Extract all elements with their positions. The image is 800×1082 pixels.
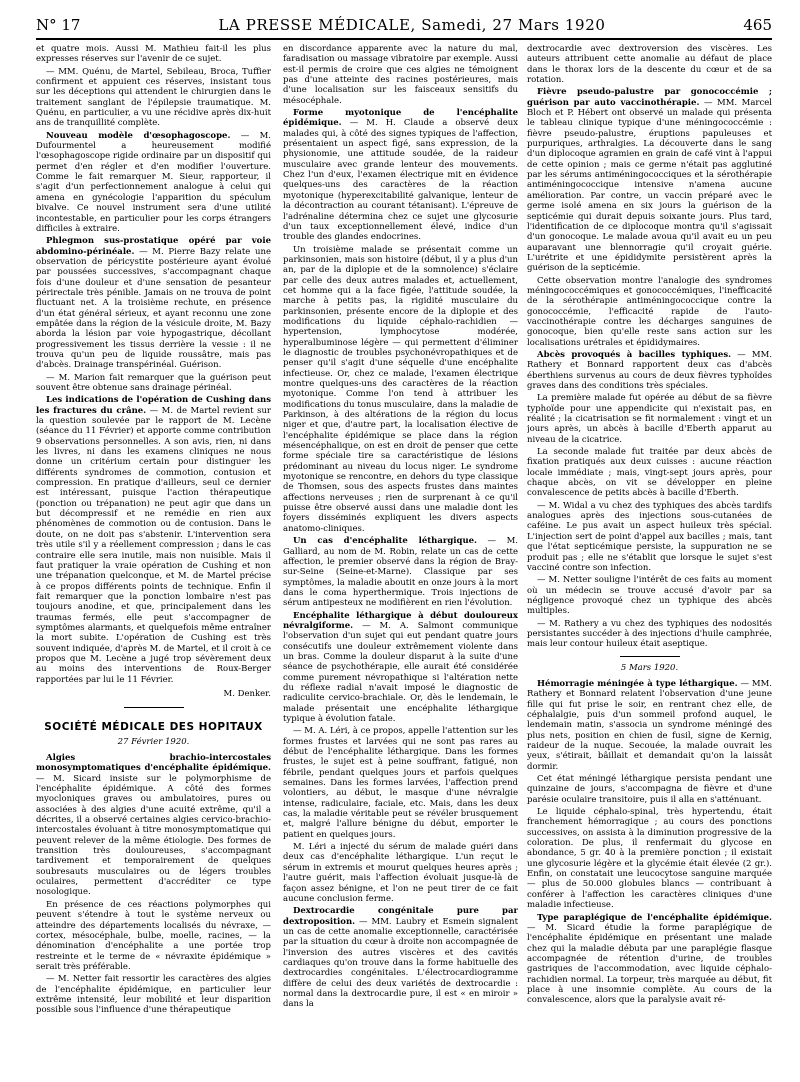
paragraph: et quatre mois. Aussi M. Mathieu fait-il les plus expresses réserves sur l'avenir de ce sujet. (36, 44, 271, 65)
section-heading: Abcès provoqués à bacilles typhiques. (537, 349, 732, 360)
paragraph: Un cas d'encéphalite léthargique. — M. Galliard, au nom de M. Robin, relate un cas de cette affection, le premier observé dans la région de Bray-sur-Seine (Seine-et-Marne). Classique par ses symptômes, la maladie aboutit en onze jours à la mort dans le coma hyperthermique. Trois injections de sérum antipesteux ne modifièrent en rien l'évolution. (283, 536, 518, 609)
paragraph: — M. Marion fait remarquer que la guérison peut souvent être obtenue sans drainage périnéal. (36, 372, 271, 393)
separator (124, 707, 184, 708)
society-heading: SOCIÉTÉ MÉDICALE DES HOPITAUX (44, 721, 263, 734)
paragraph: Encéphalite léthargique à début douloureux névralgiforme. — M. A. Salmont communique l'observation d'un sujet qui eut pendant quatre jours consécutifs une douleur extrêmement violente dans un bras. Comme la douleur disparut à la suite d'une séance de psychothérapie, elle aurait été considérée comme purement névropathique si l'altération nette du réflexe radial n'avait imposé le diagnostic de radiculite cervico-brachiale. Or, dès le lendemain, le malade présentait une encéphalite léthargique typique à évolution fatale. (283, 610, 518, 724)
section-heading: Dextrocardie congénitale pure par dextroposition. (283, 906, 518, 927)
paragraph: — M. A. Léri, à ce propos, appelle l'attention sur les formes frustes et larvées qui ne sont pas rares au début de l'encéphalite léthargique. Dans les formes frustes, le sujet est à peine souffrant, fatigué, non fébrile, pendant quelques jours et parfois quelques semaines. Dans les formes larvées, l'affection prend volontiers, au début, le masque d'une névralgie intense, radiculaire, faciale, etc. Mais, dans les deux cas, la maladie véritable peut se révéler brusquement et, malgré l'allure bénigne du début, emporter le patient en quelques jours. (283, 726, 518, 840)
section-heading: Un cas d'encéphalite léthargique. (293, 536, 477, 547)
paragraph: Phlegmon sus-prostatique opéré par voie abdomino-périnéale. — M. Pierre Bazy relate une observation de péricystite postérieure ayant évolué par poussées successives, s'accompagnant chaque fois d'une douleur et d'une sensation de pesanteur périrectale très pénible. Jamais on ne trouva de point fluctuant net. A la troisième rechute, en présence d'un état général sérieux, et ayant reconnu une zone empâtée dans la région de la vésicule droite, M. Bazy aborda la lésion par voie hypogastrique, décollant progressivement les tissus derrière la vessie : il ne trouva qu'un peu de liquide roussâtre, mais pas d'abcès. Drainage transpérinéal. Guérison. (36, 236, 271, 371)
section-heading: Hémorragie méningée à type léthargique. (537, 678, 738, 689)
paragraph: Dextrocardie congénitale pure par dextroposition. — MM. Laubry et Esmein signalent un cas de cette anomalie exceptionnelle, caractérisée par la situation du cœur à droite non accompagnée de l'inversion des autres viscères et des cavités cardiaques qu'on trouve dans la forme habituelle des dextrocardies congénitales. L'électrocardiogramme diffère de celui des deux variétés de dextrocardie : normal dans la dextrocardie pure, il est « en miroir » dans la (283, 906, 518, 1010)
page-header (36, 16, 772, 38)
paragraph: Abcès provoqués à bacilles typhiques. — MM. Rathery et Bonnard rapportent deux cas d'abcès éberthiens survenus au cours de deux fièvres typhoïdes graves dans des conditions très spéciales. (527, 349, 772, 391)
paragraph: La première malade fut opérée au début de sa fièvre typhoïde pour une appendicite qui n'existait pas, en réalité ; la cicatrisation se fit normalement : vingt et un jours après, un abcès à bacille d'Eberth apparut au niveau de la cicatrice. (527, 393, 772, 445)
issue-number: N° 17 (36, 16, 81, 34)
section-heading: Forme myotonique de l'encéphalite épidémique. (283, 108, 518, 129)
section-heading: Les indications de l'opération de Cushing dans les fractures du crâne. (36, 395, 271, 416)
paragraph: Les indications de l'opération de Cushing dans les fractures du crâne. — M. de Martel revient sur la question soulevée par le rapport de M. Lecène (séance du 11 Février) et apporte comme contribution 9 observations personnelles. A son avis, rien, ni dans les livres, ni dans les examens cliniques ne nous donne un critérium certain pour distinguer les différents syndromes de commotion, contusion et compression. En pratique d'ailleurs, seul ce dernier est intéressant, puisque l'action thérapeutique (ponction ou trépanation) ne peut agir que dans un but décompressif et ne remédie en rien aux phénomènes de commotion ou de contusion. Dans le doute, on ne doit pas s'abstenir. L'intervention sera très utile s'il y a réellement compression ; dans le cas contraire elle sera inutile, mais non nuisible. Mais il faut pratiquer la vraie opération de Cushing et non une trépanation quelconque, et M. de Martel précise à ce propos différents points de technique. Enfin il fait remarquer que la ponction lombaire n'est pas toujours anodine, et que, principalement dans les traumas fermés, elle peut s'accompagner de symptômes alarmants, et quelquefois même entraîner la mort subite. L'opération de Cushing est très souvent indiquée, d'après M. de Martel, et il croit à ce propos que M. Lecène a jugé trop sévèrement deux au moins des interventions de Roux-Berger rapportées par lui le 11 Février. (36, 395, 271, 685)
paragraph: — M. Rathery a vu chez des typhiques des nodosités persistantes succéder à des injections d'huile camphrée, mais leur contour huileux était aseptique. (527, 618, 772, 650)
paragraph: Type paraplégique de l'encéphalite épidémique. — M. Sicard étudie la forme paraplégique de l'encéphalite épidémique en présentant une malade chez qui la maladie débuta par une paraplégie flasque accompagnée de rétention d'urine, de troubles gastriques de l'accommodation, avec liquide céphalo-rachidien normal. La torpeur, très marquée au début, fit place à une insomnie complète. Au cours de la convalescence, alors que la paralysie avait ré- (527, 912, 772, 1006)
session-date: 27 Février 1920. (117, 736, 190, 747)
paragraph: M. Léri a injecté du sérum de malade guéri dans deux cas d'encéphalite léthargique. L'un reçut le sérum in extremis et mourut quelques heures après ; l'autre guérit, mais l'affection évoluait jusque-là de façon assez bénigne, et l'on ne peut tirer de ce fait aucune conclusion ferme. (283, 842, 518, 904)
paragraph: — MM. Quénu, de Martel, Sebileau, Broca, Tuffier confirment et appuient ces réserves, insistant tous sur les déceptions qui attendent le chirurgien dans le traitement sanglant de l'épilepsie traumatique. M. Quénu, en particulier, a vu une récidive après dix-huit ans de tranquillité complète. (36, 66, 271, 129)
paragraph: en discordance apparente avec la nature du mal, faradisation ou massage vibratoire par exemple. Aussi est-il permis de croire que ces algies ne témoignent pas d'une atteinte des racines postérieures, mais d'une localisation sur les faisceaux sensitifs du mésocéphale. (283, 44, 518, 106)
column-3 (527, 44, 772, 1074)
paragraph: Fièvre pseudo-palustre par gonococcémie ; guérison par auto vaccinothérapie. — MM. Marcel Bloch et P. Hébert ont observé un malade qui présenta le tableau clinique typique d'une méningococcémie : fièvre pseudo-palustre, éruptions papuleuses et purpuriques, arthralgies. La découverte dans le sang d'un diplocoque agramien en grain de café vint à l'appui de cette opinion ; mais ce germe n'était pas agglutiné par les sérums antiméningococciques et la sérothérapie antiméningococcique intensive n'amena aucune amélioration. Par contre, un vaccin préparé avec le germe isolé amena en six jours la guérison de la septicémie qui durait depuis soixante jours. Plus tard, l'identification de ce diplocoque montra qu'il s'agissait d'un gonocoque. Le malade avoua qu'il avait eu un peu auparavant une blennorragie qu'il croyait guérie. L'urétrite et une épididymite persistèrent après la guérison de la septicémie. (527, 87, 772, 274)
paragraph: Algies brachio-intercostales monosymptomatiques d'encéphalite épidémique. — M. Sicard insiste sur le polymorphisme de l'encéphalite épidémique. A côté des formes myocloniques graves ou ambulatoires, pures ou associées à des algies d'une acuité extrême, qu'il a décrites, il a observé certaines algies cervico-brachio-intercostales évoluant à titre monosymptomatique qui peuvent relever de la même étiologie. Des formes de transition très douloureuses, s'accompagnant tardivement et temporairement de quelques soubresauts musculaires ou de légers troubles oculaires, permettent d'accréditer ce type nosologique. (36, 753, 271, 898)
journal-title: LA PRESSE MÉDICALE, Samedi, 27 Mars 1920 (218, 16, 606, 34)
session-date: 5 Mars 1920. (620, 662, 679, 673)
column-2 (283, 44, 518, 1074)
paragraph: — M. Netter souligne l'intérêt de ces faits au moment où un médecin se trouve accusé d'avoir par sa négligence provoqué chez un typhique des abcès multiples. (527, 575, 772, 617)
section-heading: Phlegmon sus-prostatique opéré par voie abdomino-périnéale. (36, 236, 271, 257)
signature: M. Denker. (223, 688, 271, 699)
section-heading: Nouveau modèle d'œsophagoscope. (46, 130, 231, 141)
paragraph: Un troisième malade se présentait comme un parkinsonien, mais son histoire (début, il y a plus d'un an, par de la diplopie et de la somnolence) s'éclaire par celle des deux autres malades et, actuellement, cet homme qui a la face figée, l'attitude soudée, la marche à petits pas, la rigidité musculaire du parkinsonien, présente encore de la diplopie et des modifications du liquide céphalo-rachidien — hypertension, lymphocytose modérée, hyperalbuminose légère — qui permettent d'éliminer le diagnostic de troubles psychonévropathiques et de penser qu'il s'agit d'une séquelle d'une encéphalite infectieuse. Or, chez ce malade, l'examen électrique montre quelques-uns des caractères de la réaction myotonique. Comme l'on tend à attribuer les modifications du tonus musculaire, dans la maladie de Parkinson, à des altérations de la région du locus niger et que, d'autre part, la localisation élective de l'encéphalite épidémique se place dans la région mésencéphalique, on est en droit de penser que cette forme spéciale tire sa caractéristique de lésions prédominant au niveau du locus niger. Le syndrome myotonique se rencontre, en dehors du type classique de Thomsen, sous des aspects frustes dans maintes affections nerveuses ; rien de surprenant à ce qu'il puisse être observé aussi dans une maladie dont les foyers disséminés expliquent les divers aspects anatomo-cliniques. (283, 244, 518, 534)
paragraph: En présence de ces réactions polymorphes qui peuvent s'étendre à tout le système nerveux ou atteindre des départements localisés du névraxe, — cortex, mésocéphale, bulbe, moelle, racines, — la dénomination d'encéphalite a une portée trop restreinte et le terme de « névraxite épidémique » serait très préférable. (36, 899, 271, 972)
section-heading: Encéphalite léthargique à début douloureux névralgiforme. (283, 610, 518, 631)
paragraph: Cet état méningé léthargique persista pendant une quinzaine de jours, s'accompagna de fièvre et d'une parésie oculaire transitoire, puis il alla en s'atténuant. (527, 774, 772, 805)
paragraph: dextrocardie avec dextroversion des viscères. Les auteurs attribuent cette anomalie au défaut de place dans le thorax lors de la descente du cœur et de sa rotation. (527, 44, 772, 86)
section-heading: Algies brachio-intercostales monosymptomatiques d'encéphalite épidémique. (36, 753, 271, 774)
paragraph: Cette observation montre l'analogie des syndromes méningococcémiques et gonococcémiques, l'inefficacité de la sérothérapie antiméningococcique contre la gonococcémie, l'efficacité rapide de l'auto-vaccinothérapie contre les décharges sanguines de gonocoque, bien qu'elle reste sans action sur les localisations urétrales et épididymaires. (527, 275, 772, 348)
section-heading: Type paraplégique de l'encéphalite épidémique. (537, 912, 772, 923)
header-rule (36, 38, 772, 40)
paragraph: Le liquide céphalo-spinal, très hypertendu, était franchement hémorragique ; au cours des ponctions successives, on assista à la diminution progressive de la coloration. De plus, il renfermait du glycose en abondance, 5 gr. 40 à la première ponction ; il existait une glycosurie légère et la glycémie était élevée (2 gr.). Enfin, on constatait une leucocytose sanguine marquée — plus de 50.000 globules blancs — contribuant à conférer à l'affection les caractères cliniques d'une maladie infectieuse. (527, 807, 772, 911)
column-1 (36, 44, 271, 1074)
paragraph: — M. Netter fait ressortir les caractères des algies de l'encéphalite épidémique, en particulier leur extrême intensité, leur mobilité et leur disparition possible sous l'influence d'une thérapeutique (36, 974, 271, 1016)
paragraph: — M. Widal a vu chez des typhiques des abcès tardifs analogues après des injections sous-cutanées de caféine. Le pus avait un aspect huileux très spécial. L'injection sert de point d'appel aux bacilles ; mais, tant que l'état septicémique persiste, la suppuration ne se produit pas ; elle ne s'établit que lorsque le sujet s'est vacciné contre son infection. (527, 500, 772, 573)
paragraph: Nouveau modèle d'œsophagoscope. — M. Dufourmentel a heureusement modifié l'œsophagoscope rigide ordinaire par un dispositif qui permet d'en régler et d'en modifier l'ouverture. Comme le fait remarquer M. Sieur, rapporteur, il s'agit d'un perfectionnement analogue à celui qui amena en gynécologie l'apparition du spéculum bivalve. Ce nouvel instrument sera d'une utilité incontestable, en particulier pour les corps étrangers difficiles à extraire. (36, 130, 271, 234)
separator (620, 656, 680, 657)
page-number: 465 (743, 16, 772, 34)
paragraph: La seconde malade fut traitée par deux abcès de fixation pratiqués aux deux cuisses : aucune réaction locale immédiate ; mais, vingt-sept jours après, pour chaque abcès, on vit se développer en pleine convalescence de petits abcès à bacille d'Eberth. (527, 447, 772, 499)
section-heading: Fièvre pseudo-palustre par gonococcémie ; guérison par auto vaccinothérapie. (527, 87, 772, 108)
paragraph: Hémorragie méningée à type léthargique. — MM. Rathery et Bonnard relatent l'observation d'une jeune fille qui fut prise le soir, en rentrant chez elle, de céphalalgie, puis d'un sommeil profond auquel, le lendemain matin, s'associa un syndrome méningé des plus nets, position en chien de fusil, signe de Kernig, raideur de la nuque. Secouée, la malade ouvrait les yeux, s'étirait, bâillait et demandait qu'on la laissât dormir. (527, 678, 772, 772)
paragraph: Forme myotonique de l'encéphalite épidémique. — M. H. Claude a observé deux malades qui, à côté des signes typiques de l'affection, présentaient un aspect figé, sans expression, de la physionomie, une attitude soudée, de la raideur musculaire avec grande lenteur des mouvements. Chez l'un d'eux, l'examen électrique mit en évidence quelques-uns des caractères de la réaction myotonique (hyperexcitabilité galvanique, lenteur de la décontraction au courant tétanisant). L'épreuve de l'adrénaline détermina chez ce sujet une glycosurie d'un taux exceptionnellement élevé, indice d'un trouble des glandes endocrines. (283, 108, 518, 243)
